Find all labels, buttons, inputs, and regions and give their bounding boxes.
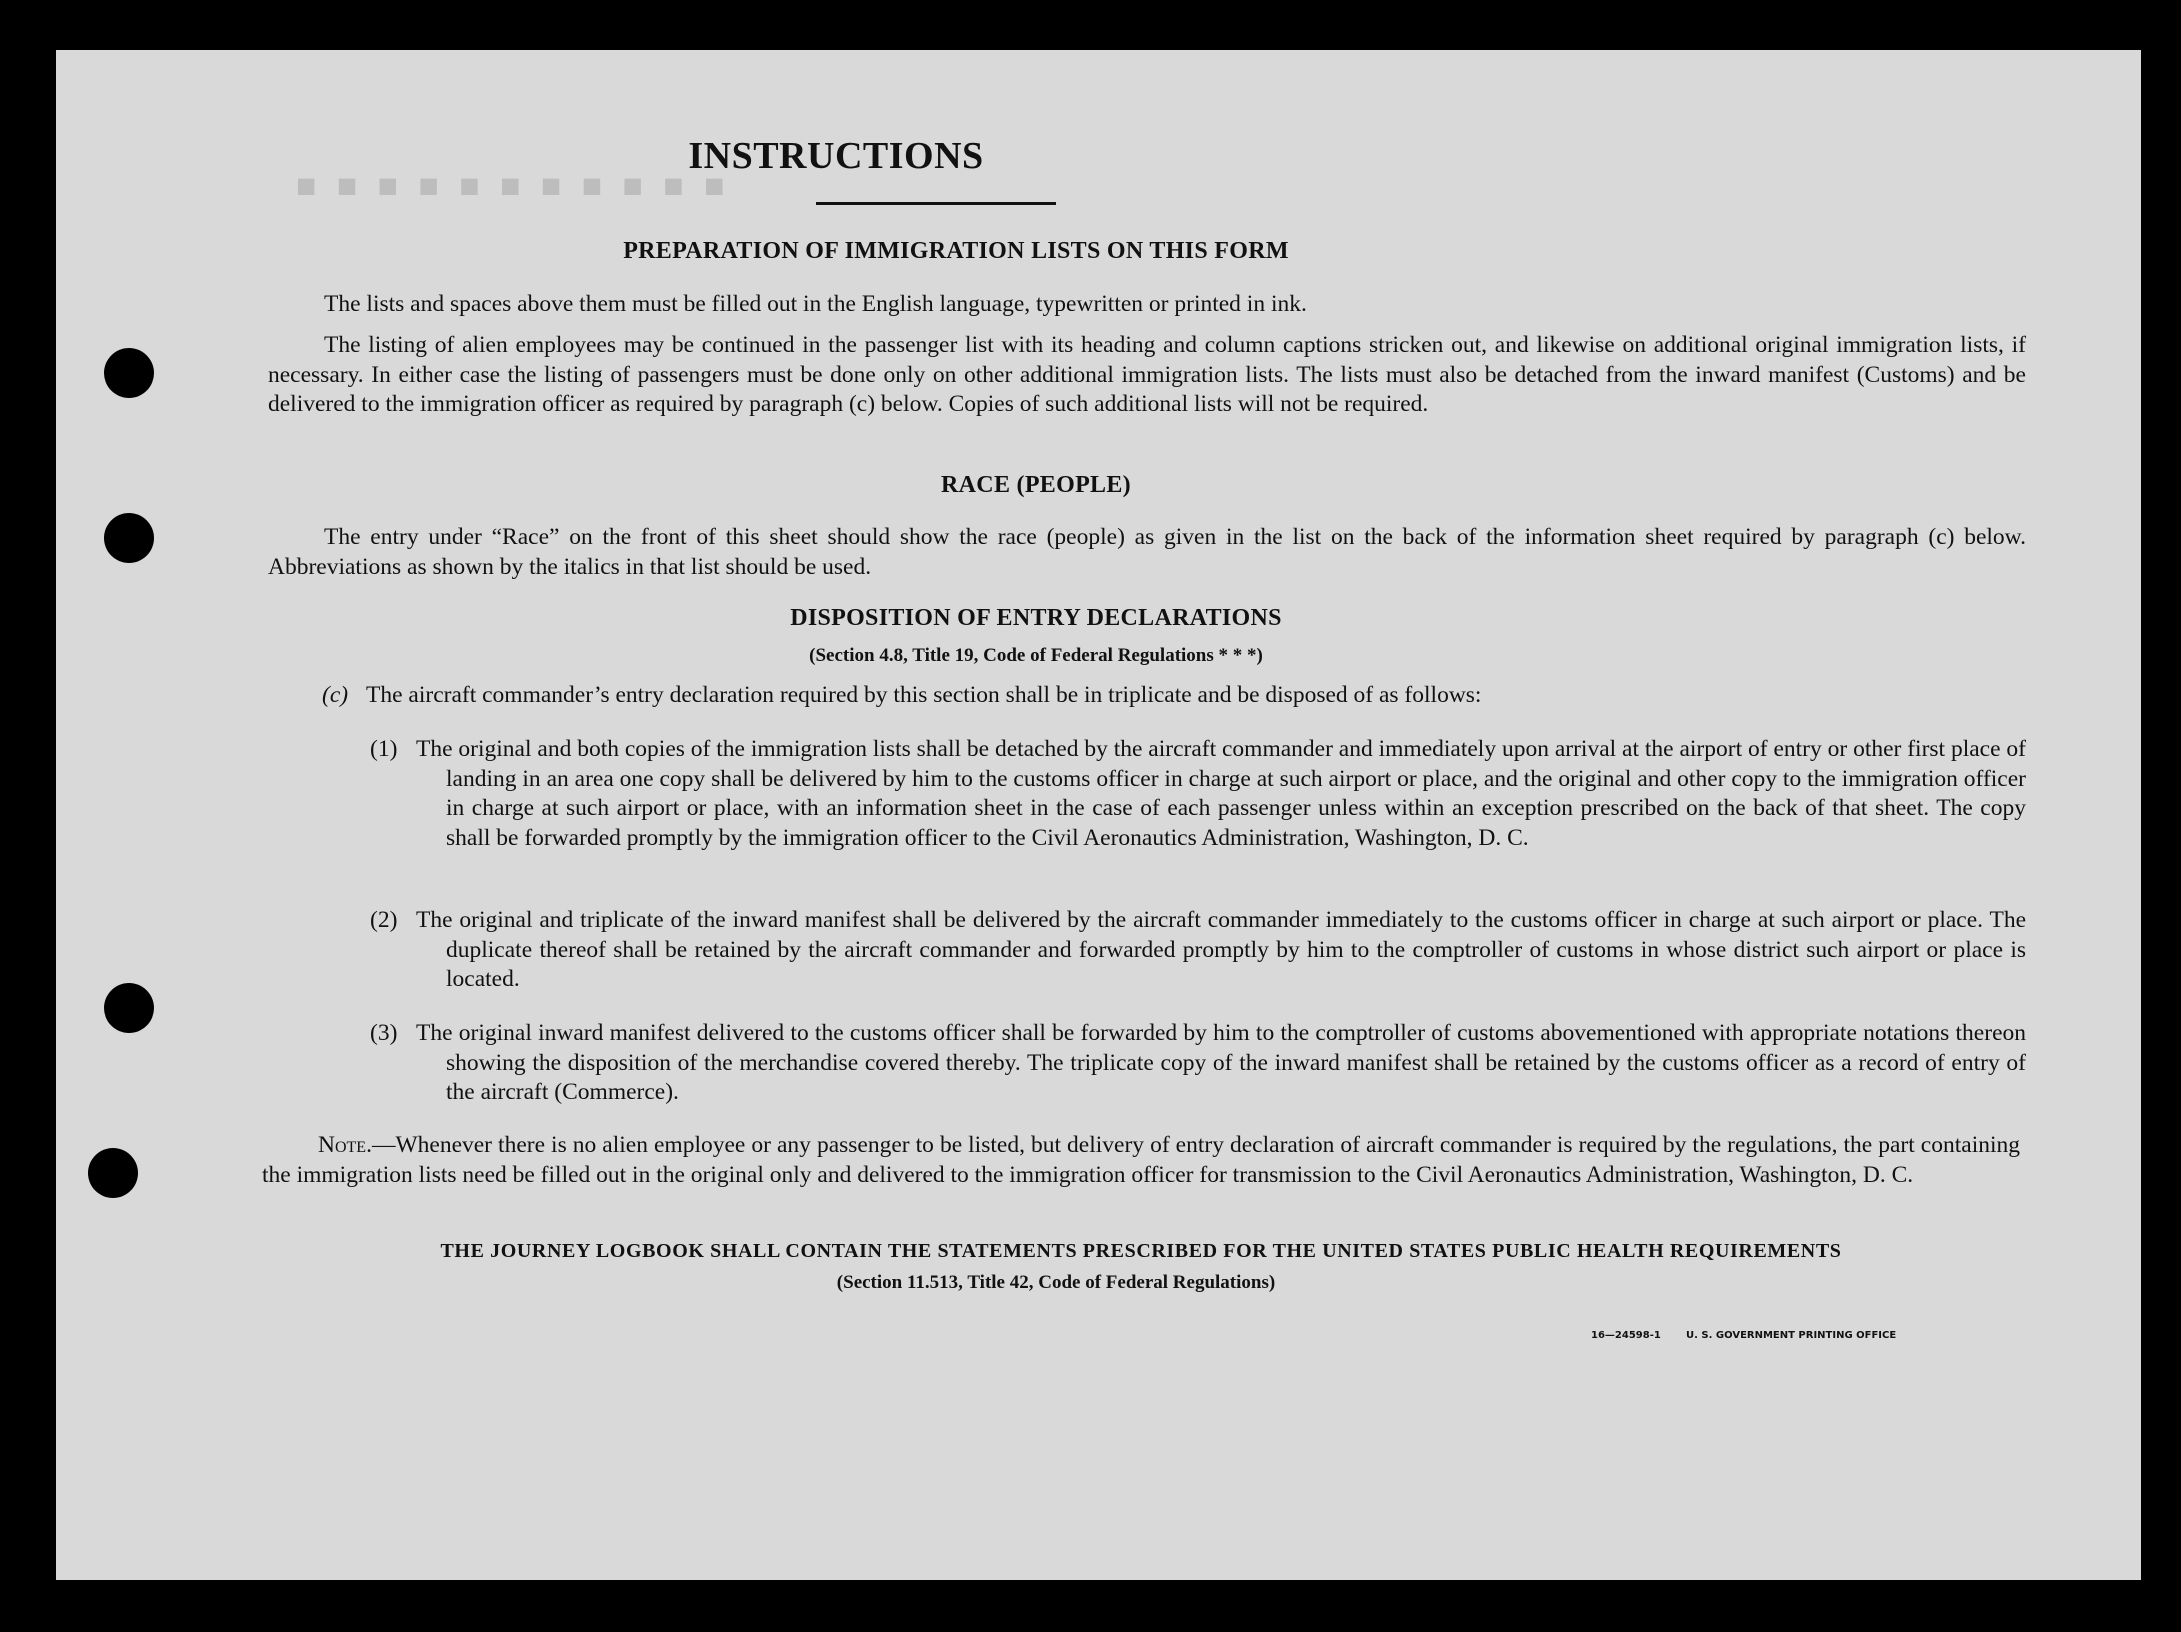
bleed-through-marks: ■ ■ ■ ■ ■ ■ ■ ■ ■ ■ ■ (296, 170, 725, 208)
preparation-paragraph-2: The listing of alien employees may be continued in the passenger list with its heading and column captions stricken out, and likewise on additional original immigration lists, if necessary. In either case the listing of passengers must be done only on other additional immigration lists. The lists must also be detached from the inward manifest (Customs) and be delivered to the immigration officer as required by paragraph (c) below. Copies of such additional lists will not be required. (268, 332, 2026, 417)
item-2-label: (2) (370, 907, 398, 933)
item-3-text: The original inward manifest delivered to the customs officer shall be forwarded by him to the comptroller of customs abovementioned with appropriate notations thereon showing the disposition of the merchandise covered thereby. The triplicate copy of the inward manifest shall be retained by the customs officer as a record of entry of the aircraft (Commerce). (416, 1020, 2026, 1105)
form-number: 16—24598-1 (1591, 1330, 1661, 1341)
document-sheet (56, 50, 2141, 1580)
printer-imprint: U. S. GOVERNMENT PRINTING OFFICE (1686, 1330, 1897, 1341)
note-label: Note. (318, 1132, 372, 1158)
punch-hole (104, 983, 154, 1033)
note-text: —Whenever there is no alien employee or any passenger to be listed, but delivery of entry declaration of aircraft commander is required by the regulations, the part containing the immigration lists need be filled out in the original only and delivered to the immigration officer for transmission to the Civil Aeronautics Administration, Washington, D. C. (262, 1132, 2020, 1188)
punch-hole (104, 513, 154, 563)
item-1-text: The original and both copies of the immigration lists shall be detached by the aircraft commander and immediately upon arrival at the airport of entry or other first place of landing in an area one copy shall be delivered by him to the customs officer in charge at such airport or place, and the original and other copy to the immigration officer in charge at such airport or place, with an information sheet in the case of each passenger unless within an exception prescribed on the back of that sheet. The copy shall be forwarded promptly by the immigration officer to the Civil Aeronautics Administration, Washington, D. C. (416, 736, 2026, 851)
punch-hole (88, 1148, 138, 1198)
race-paragraph: The entry under “Race” on the front of this sheet should show the race (people) as given in the list on the back of the information sheet required by paragraph (c) below. Abbreviations as shown by the italics in that list should be used. (268, 524, 2026, 580)
item-3-label: (3) (370, 1020, 398, 1046)
note-paragraph (262, 1131, 2020, 1190)
section-citation: (Section 4.8, Title 19, Code of Federal Regulations * * *) (809, 645, 1263, 666)
section-heading-race: RACE (PEOPLE) (941, 472, 1131, 498)
paragraph-c: The aircraft commander’s entry declaration required by this section shall be in triplicate and be disposed of as follows: (366, 682, 1482, 708)
logbook-statement: THE JOURNEY LOGBOOK SHALL CONTAIN THE STATEMENTS PRESCRIBED FOR THE UNITED STATES PUBLIC HEALTH REQUIREMENTS (440, 1240, 1842, 1262)
section-heading-disposition: DISPOSITION OF ENTRY DECLARATIONS (790, 605, 1282, 631)
section-heading-preparation: PREPARATION OF IMMIGRATION LISTS ON THIS FORM (623, 238, 1289, 264)
preparation-paragraph-1: The lists and spaces above them must be filled out in the English language, typewritten or printed in ink. (324, 291, 1307, 317)
punch-hole (104, 348, 154, 398)
item-1-label: (1) (370, 736, 398, 762)
title-underline (816, 202, 1056, 205)
logbook-citation: (Section 11.513, Title 42, Code of Federal Regulations) (836, 1272, 1276, 1293)
item-2-text: The original and triplicate of the inward manifest shall be delivered by the aircraft commander immediately to the customs officer in charge at such airport or place. The duplicate thereof shall be retained by the aircraft commander and forwarded promptly by him to the comptroller of customs in whose district such airport or place is located. (416, 907, 2026, 992)
page-title: INSTRUCTIONS (688, 135, 984, 177)
paragraph-c-letter: (c) (322, 682, 349, 708)
paragraph-c-label (322, 681, 362, 711)
